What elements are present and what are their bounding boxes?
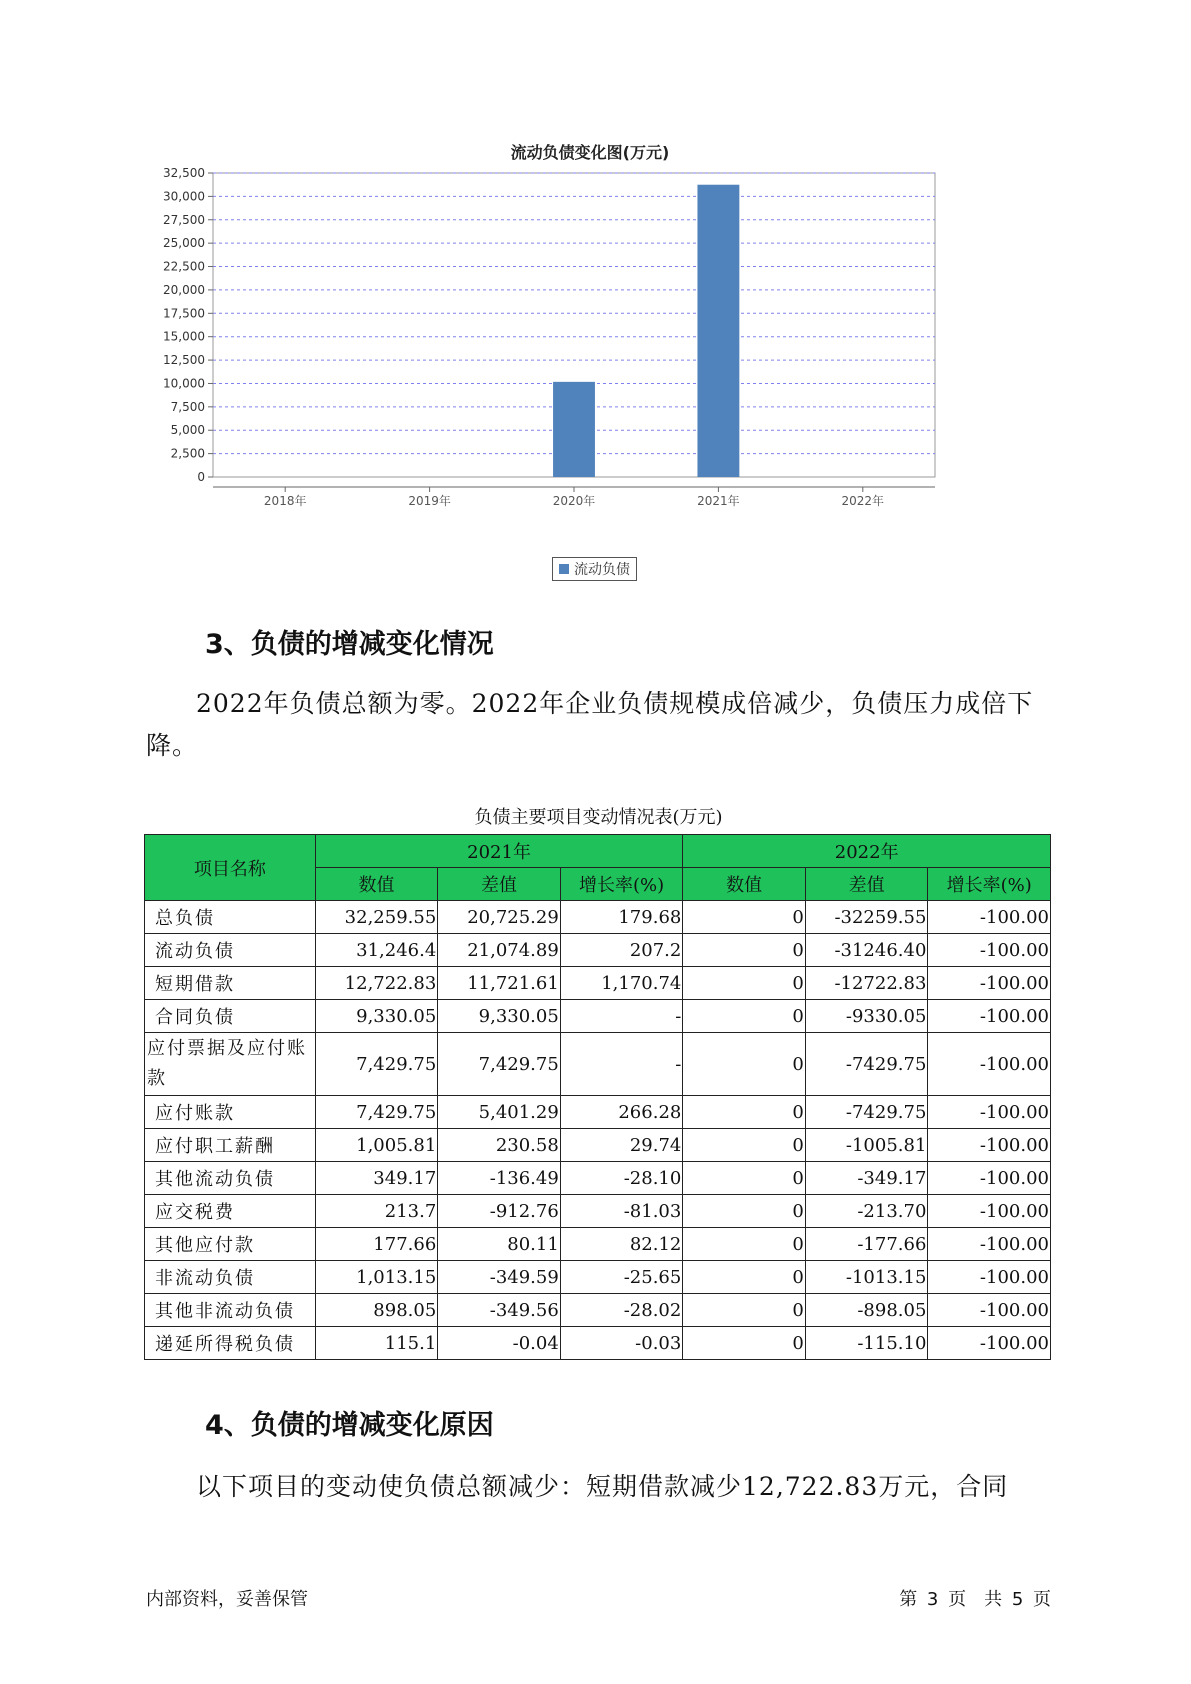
cell-d2: -31246.40: [805, 934, 928, 967]
row-label: 总负债: [145, 901, 316, 934]
bar-2020年: [553, 382, 595, 477]
cell-r2: -100.00: [928, 1096, 1051, 1129]
x-tick-label: 2022年: [841, 494, 885, 508]
y-tick-label: 2,500: [170, 446, 205, 461]
cell-v1: 898.05: [315, 1294, 438, 1327]
y-tick-label: 15,000: [163, 329, 205, 344]
row-label: 递延所得税负债: [145, 1327, 316, 1360]
cell-v1: 7,429.75: [315, 1096, 438, 1129]
cell-v2: 0: [683, 967, 806, 1000]
bar-2021年: [697, 185, 739, 477]
cell-d1: -136.49: [438, 1162, 561, 1195]
cell-d1: 80.11: [438, 1228, 561, 1261]
y-tick-label: 17,500: [163, 306, 205, 321]
row-label: 短期借款: [145, 967, 316, 1000]
cell-d1: 9,330.05: [438, 1000, 561, 1033]
cell-d2: -115.10: [805, 1327, 928, 1360]
header-rate: 增长率(%): [928, 868, 1051, 901]
header-item-name: 项目名称: [145, 835, 316, 901]
cell-d1: 5,401.29: [438, 1096, 561, 1129]
cell-v2: 0: [683, 1294, 806, 1327]
cell-d2: -7429.75: [805, 1033, 928, 1096]
chart-title: 流动负债变化图(万元): [510, 143, 670, 162]
cell-r2: -100.00: [928, 934, 1051, 967]
cell-r1: 207.2: [560, 934, 683, 967]
cell-r1: 82.12: [560, 1228, 683, 1261]
row-label: 其他应付款: [145, 1228, 316, 1261]
cell-d2: -349.17: [805, 1162, 928, 1195]
cell-r1: -25.65: [560, 1261, 683, 1294]
cell-v2: 0: [683, 1000, 806, 1033]
cell-v2: 0: [683, 1162, 806, 1195]
y-tick-label: 0: [197, 470, 205, 484]
x-tick-label: 2020年: [552, 494, 596, 508]
cell-d2: -9330.05: [805, 1000, 928, 1033]
y-tick-label: 30,000: [163, 189, 205, 204]
footer-page-number: 第 3 页 共 5 页: [899, 1589, 1051, 1610]
row-label: 其他非流动负债: [145, 1294, 316, 1327]
cell-d1: 230.58: [438, 1129, 561, 1162]
table-row: [145, 1261, 1051, 1294]
cell-r1: -28.10: [560, 1162, 683, 1195]
header-year-2021: 2021年: [315, 835, 683, 868]
cell-v1: 32,259.55: [315, 901, 438, 934]
cell-r1: -: [560, 1033, 683, 1096]
cell-r1: 179.68: [560, 901, 683, 934]
row-label: 合同负债: [145, 1000, 316, 1033]
header-diff: 差值: [438, 868, 561, 901]
table-row: [145, 1129, 1051, 1162]
cell-r2: -100.00: [928, 1162, 1051, 1195]
cell-v2: 0: [683, 1228, 806, 1261]
footer-confidential: 内部资料，妥善保管: [146, 1589, 308, 1610]
cell-r2: -100.00: [928, 1294, 1051, 1327]
table-row: [145, 1096, 1051, 1129]
cell-v1: 9,330.05: [315, 1000, 438, 1033]
table-row: [145, 1162, 1051, 1195]
cell-r2: -100.00: [928, 1195, 1051, 1228]
x-tick-label: 2018年: [263, 494, 307, 508]
cell-v1: 7,429.75: [315, 1033, 438, 1096]
section4-heading: 4、负债的增减变化原因: [205, 1410, 494, 1441]
cell-d1: 7,429.75: [438, 1033, 561, 1096]
cell-r2: -100.00: [928, 901, 1051, 934]
header-diff: 差值: [805, 868, 928, 901]
liability-table: [144, 834, 1051, 1360]
y-tick-label: 22,500: [163, 259, 205, 274]
table-row: [145, 1033, 1051, 1096]
cell-r1: -0.03: [560, 1327, 683, 1360]
cell-d1: 11,721.61: [438, 967, 561, 1000]
header-year-2022: 2022年: [683, 835, 1051, 868]
cell-d1: -912.76: [438, 1195, 561, 1228]
cell-r1: 29.74: [560, 1129, 683, 1162]
cell-v2: 0: [683, 1129, 806, 1162]
cell-d2: -213.70: [805, 1195, 928, 1228]
legend-swatch: [559, 564, 569, 574]
cell-r2: -100.00: [928, 1033, 1051, 1096]
cell-r2: -100.00: [928, 1261, 1051, 1294]
row-label: 应付票据及应付账款: [145, 1033, 316, 1096]
header-value: 数值: [683, 868, 806, 901]
header-rate: 增长率(%): [560, 868, 683, 901]
table-row: [145, 1294, 1051, 1327]
table-row: [145, 1228, 1051, 1261]
cell-r2: -100.00: [928, 1000, 1051, 1033]
y-tick-label: 20,000: [163, 282, 205, 297]
cell-v1: 1,005.81: [315, 1129, 438, 1162]
liability-chart: [150, 130, 1030, 600]
cell-v1: 349.17: [315, 1162, 438, 1195]
cell-r2: -100.00: [928, 1129, 1051, 1162]
y-tick-label: 7,500: [170, 399, 205, 414]
cell-r1: -28.02: [560, 1294, 683, 1327]
section3-text: 2022年负债总额为零。2022年企业负债规模成倍减少，负债压力成倍下降。: [146, 689, 1034, 760]
table-row: [145, 934, 1051, 967]
table-row: [145, 901, 1051, 934]
table-caption: 负债主要项目变动情况表(万元): [474, 807, 723, 828]
cell-v1: 31,246.4: [315, 934, 438, 967]
y-tick-label: 12,500: [163, 353, 205, 368]
y-tick-label: 27,500: [163, 212, 205, 227]
cell-d2: -898.05: [805, 1294, 928, 1327]
row-label: 流动负债: [145, 934, 316, 967]
table-row: [145, 1195, 1051, 1228]
cell-v2: 0: [683, 934, 806, 967]
row-label: 其他流动负债: [145, 1162, 316, 1195]
cell-d2: -1005.81: [805, 1129, 928, 1162]
cell-v2: 0: [683, 1195, 806, 1228]
cell-d1: -0.04: [438, 1327, 561, 1360]
y-tick-label: 5,000: [170, 423, 205, 438]
chart-legend: [552, 557, 637, 581]
x-tick-label: 2021年: [697, 494, 740, 508]
x-tick-label: 2019年: [408, 494, 451, 508]
y-tick-label: 10,000: [163, 376, 205, 391]
table-row: [145, 967, 1051, 1000]
cell-d2: -32259.55: [805, 901, 928, 934]
cell-d1: -349.59: [438, 1261, 561, 1294]
cell-r2: -100.00: [928, 1327, 1051, 1360]
cell-v1: 177.66: [315, 1228, 438, 1261]
cell-v1: 213.7: [315, 1195, 438, 1228]
cell-d1: -349.56: [438, 1294, 561, 1327]
cell-v1: 12,722.83: [315, 967, 438, 1000]
section3-heading: 3、负债的增减变化情况: [205, 629, 494, 660]
cell-v1: 1,013.15: [315, 1261, 438, 1294]
legend-label: 流动负债: [574, 562, 630, 578]
cell-v2: 0: [683, 901, 806, 934]
row-label: 应付账款: [145, 1096, 316, 1129]
section4-text: 以下项目的变动使负债总额减少：短期借款减少12,722.83万元，合同: [196, 1472, 1009, 1501]
y-tick-label: 25,000: [163, 236, 205, 251]
row-label: 非流动负债: [145, 1261, 316, 1294]
cell-r2: -100.00: [928, 967, 1051, 1000]
row-label: 应付职工薪酬: [145, 1129, 316, 1162]
table-row: [145, 1327, 1051, 1360]
chart-canvas: [150, 130, 1030, 600]
y-tick-label: 32,500: [163, 166, 205, 180]
cell-d2: -7429.75: [805, 1096, 928, 1129]
cell-v2: 0: [683, 1261, 806, 1294]
cell-d2: -12722.83: [805, 967, 928, 1000]
cell-r1: 1,170.74: [560, 967, 683, 1000]
cell-r1: 266.28: [560, 1096, 683, 1129]
cell-v2: 0: [683, 1096, 806, 1129]
row-label: 应交税费: [145, 1195, 316, 1228]
cell-r1: -81.03: [560, 1195, 683, 1228]
cell-v1: 115.1: [315, 1327, 438, 1360]
cell-r1: -: [560, 1000, 683, 1033]
cell-d2: -177.66: [805, 1228, 928, 1261]
cell-v2: 0: [683, 1327, 806, 1360]
table-row: [145, 1000, 1051, 1033]
cell-d1: 20,725.29: [438, 901, 561, 934]
cell-d1: 21,074.89: [438, 934, 561, 967]
cell-r2: -100.00: [928, 1228, 1051, 1261]
cell-d2: -1013.15: [805, 1261, 928, 1294]
cell-v2: 0: [683, 1033, 806, 1096]
header-value: 数值: [315, 868, 438, 901]
